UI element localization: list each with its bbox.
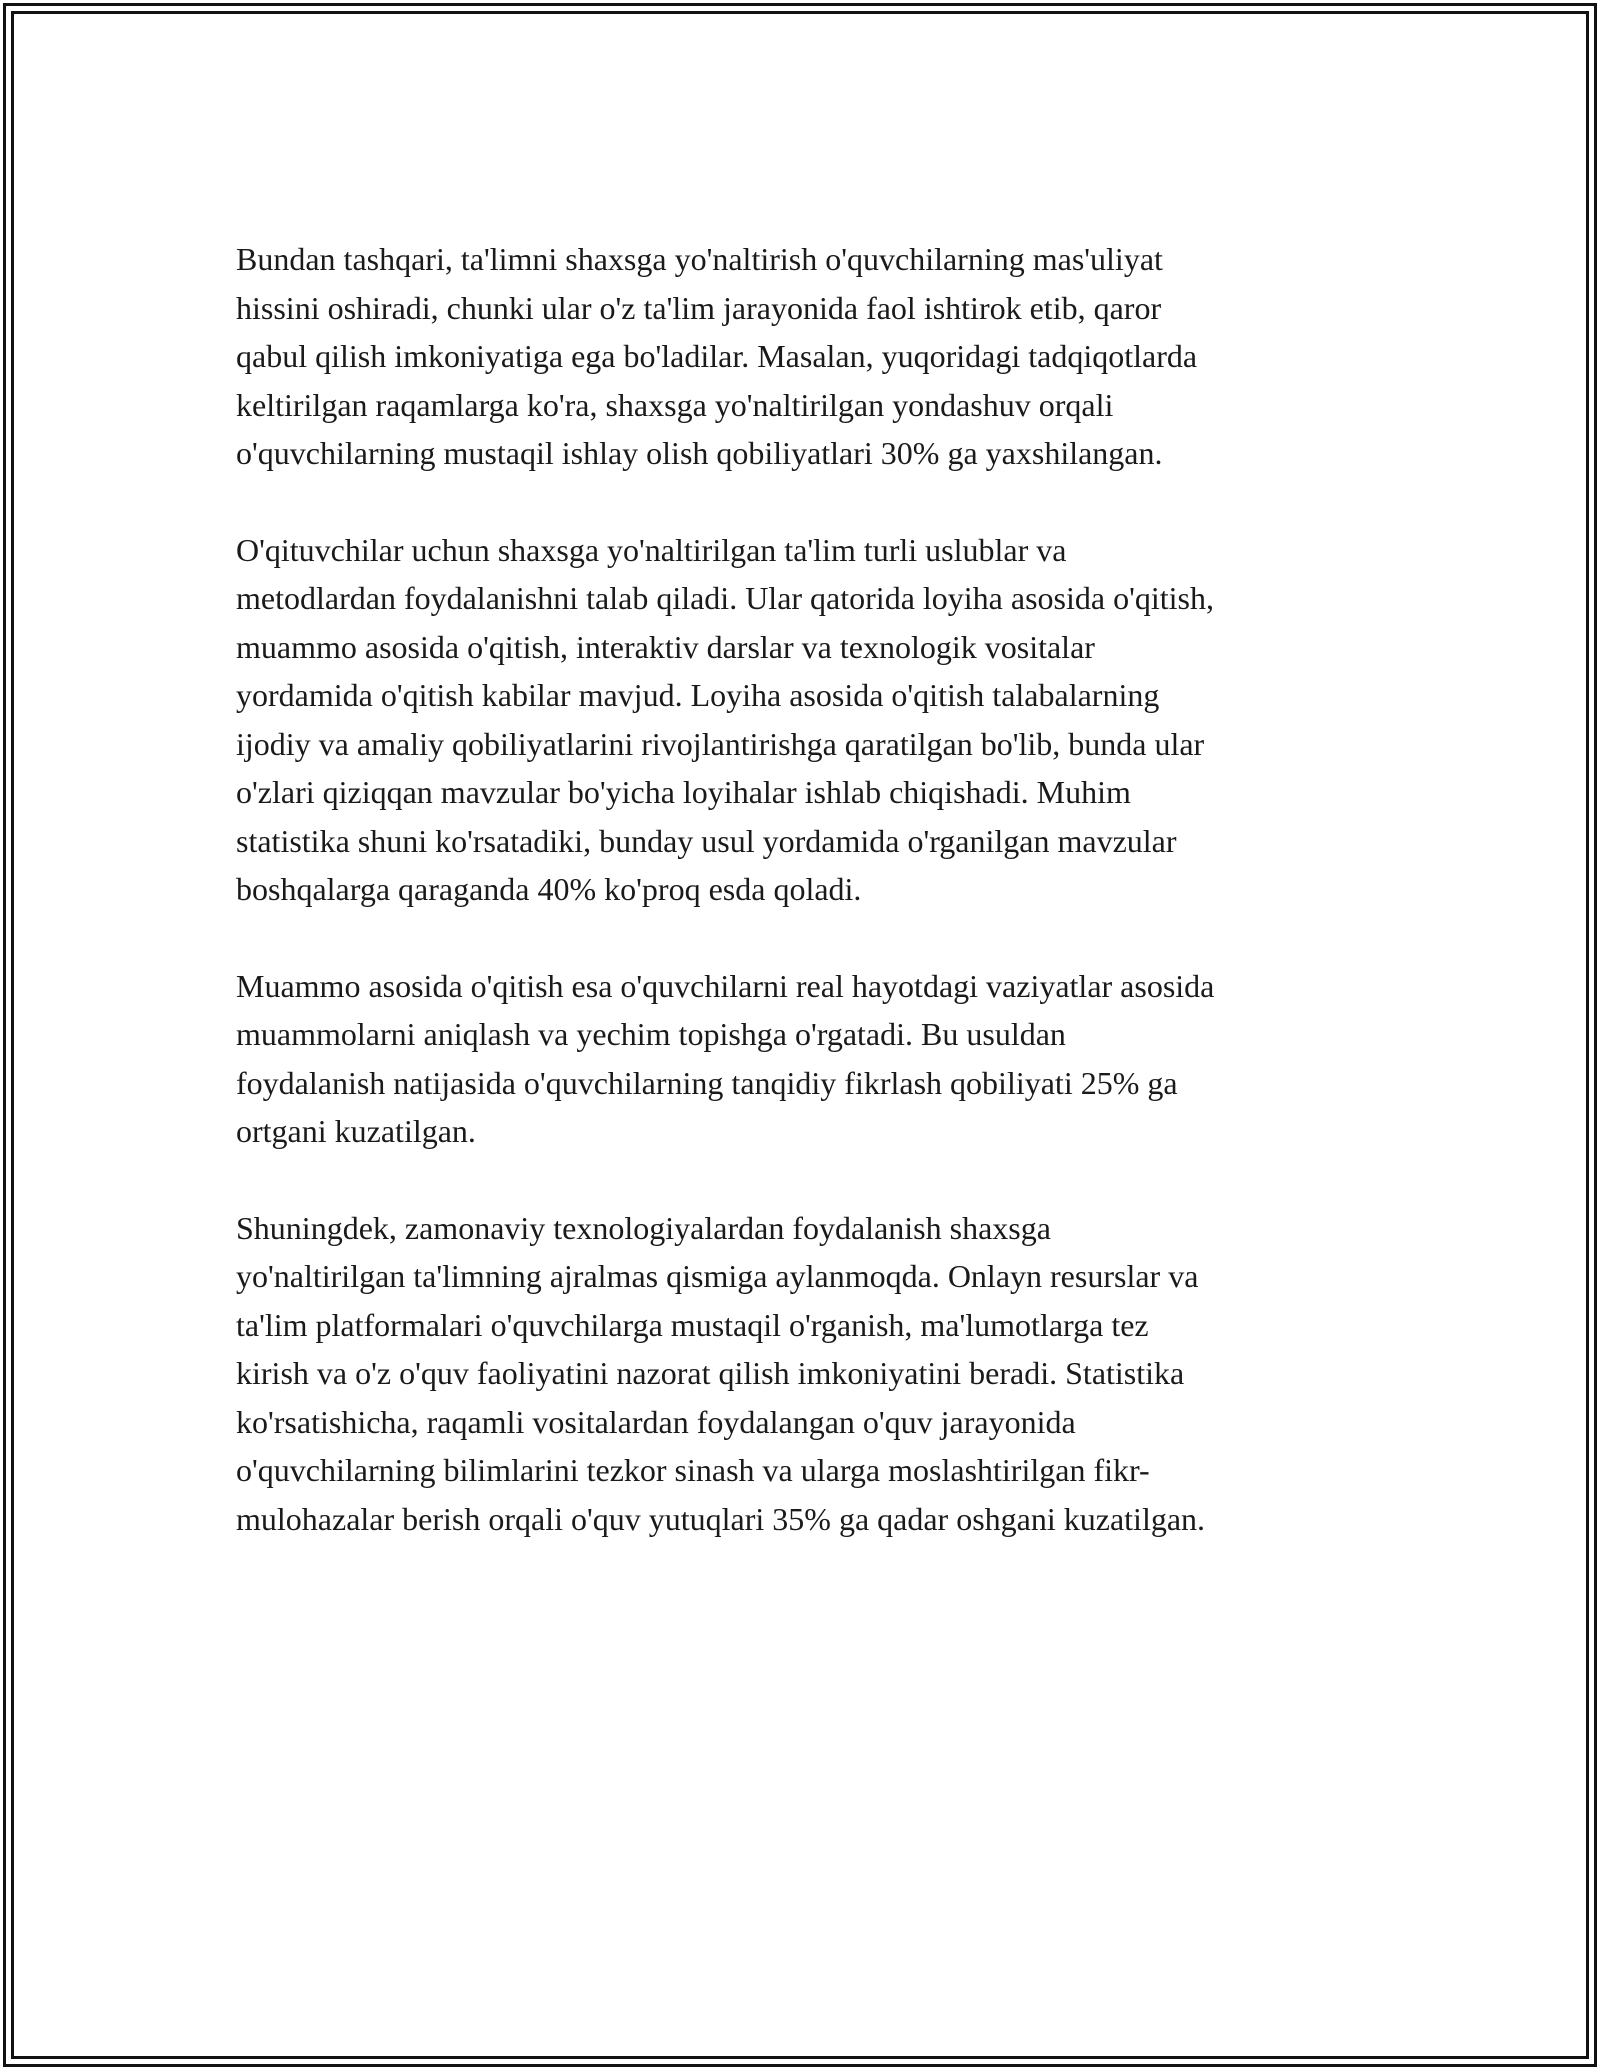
- paragraph-1: [236, 235, 1371, 478]
- paragraph-4: [236, 1204, 1371, 1544]
- text-line: statistika shuni ko'rsatadiki, bunday usul yordamida o'rganilgan mavzular: [236, 822, 1177, 859]
- text-line: metodlardan foydalanishni talab qiladi. Ular qatorida loyiha asosida o'qitish,: [236, 580, 1214, 616]
- text-line: o'quvchilarning mustaqil ishlay olish qobiliyatlari 30% ga yaxshilangan.: [236, 435, 1163, 471]
- text-line: yo'naltirilgan ta'limning ajralmas qismiga aylanmoqda. Onlayn resurslar va: [236, 1258, 1199, 1294]
- text-line: O'qituvchilar uchun shaxsga yo'naltirilgan ta'lim turli uslublar va: [236, 531, 1067, 568]
- text-line: o'zlari qiziqqan mavzular bo'yicha loyihalar ishlab chiqishadi. Muhim: [236, 774, 1131, 810]
- text-line: boshqalarga qaraganda 40% ko'proq esda qoladi.: [236, 871, 862, 907]
- text-line: muammo asosida o'qitish, interaktiv darslar va texnologik vositalar: [236, 628, 1095, 665]
- text-line: ta'lim platformalari o'quvchilarga mustaqil o'rganish, ma'lumotlarga tez: [236, 1306, 1149, 1343]
- paragraph-3: [236, 962, 1371, 1156]
- text-line: foydalanish natijasida o'quvchilarning tanqidiy fikrlash qobiliyati 25% ga: [236, 1064, 1178, 1101]
- text-line: hissini oshiradi, chunki ular o'z ta'lim jarayonida faol ishtirok etib, qaror: [236, 289, 1162, 326]
- text-line: muammolarni aniqlash va yechim topishga o'rgatadi. Bu usuldan: [236, 1016, 1066, 1052]
- text-line: ko'rsatishicha, raqamli vositalardan foydalangan o'quv jarayonida: [236, 1403, 1076, 1440]
- text-line: Muammo asosida o'qitish esa o'quvchilarni real hayotdagi vaziyatlar asosida: [236, 967, 1215, 1004]
- text-line: mulohazalar berish orqali o'quv yutuqlari 35% ga qadar oshgani kuzatilgan.: [236, 1500, 1206, 1537]
- text-line: ijodiy va amaliy qobiliyatlarini rivojlantirishga qaratilgan bo'lib, bunda ular: [236, 725, 1205, 762]
- text-line: ortgani kuzatilgan.: [236, 1113, 476, 1149]
- text-line: keltirilgan raqamlarga ko'ra, shaxsga yo'naltirilgan yondashuv orqali: [236, 386, 1114, 423]
- text-line: o'quvchilarning bilimlarini tezkor sinash va ularga moslashtirilgan fikr-: [236, 1452, 1150, 1488]
- text-line: Shuningdek, zamonaviy texnologiyalardan foydalanish shaxsga: [236, 1209, 1051, 1246]
- text-line: qabul qilish imkoniyatiga ega bo'ladilar. Masalan, yuqoridagi tadqiqotlarda: [236, 338, 1198, 374]
- document-body: [236, 235, 1371, 1591]
- text-line: Bundan tashqari, ta'limni shaxsga yo'naltirish o'quvchilarning mas'uliyat: [236, 241, 1163, 277]
- paragraph-2: [236, 526, 1371, 914]
- text-line: yordamida o'qitish kabilar mavjud. Loyiha asosida o'qitish talabalarning: [236, 677, 1160, 713]
- text-line: kirish va o'z o'quv faoliyatini nazorat qilish imkoniyatini beradi. Statistika: [236, 1355, 1185, 1391]
